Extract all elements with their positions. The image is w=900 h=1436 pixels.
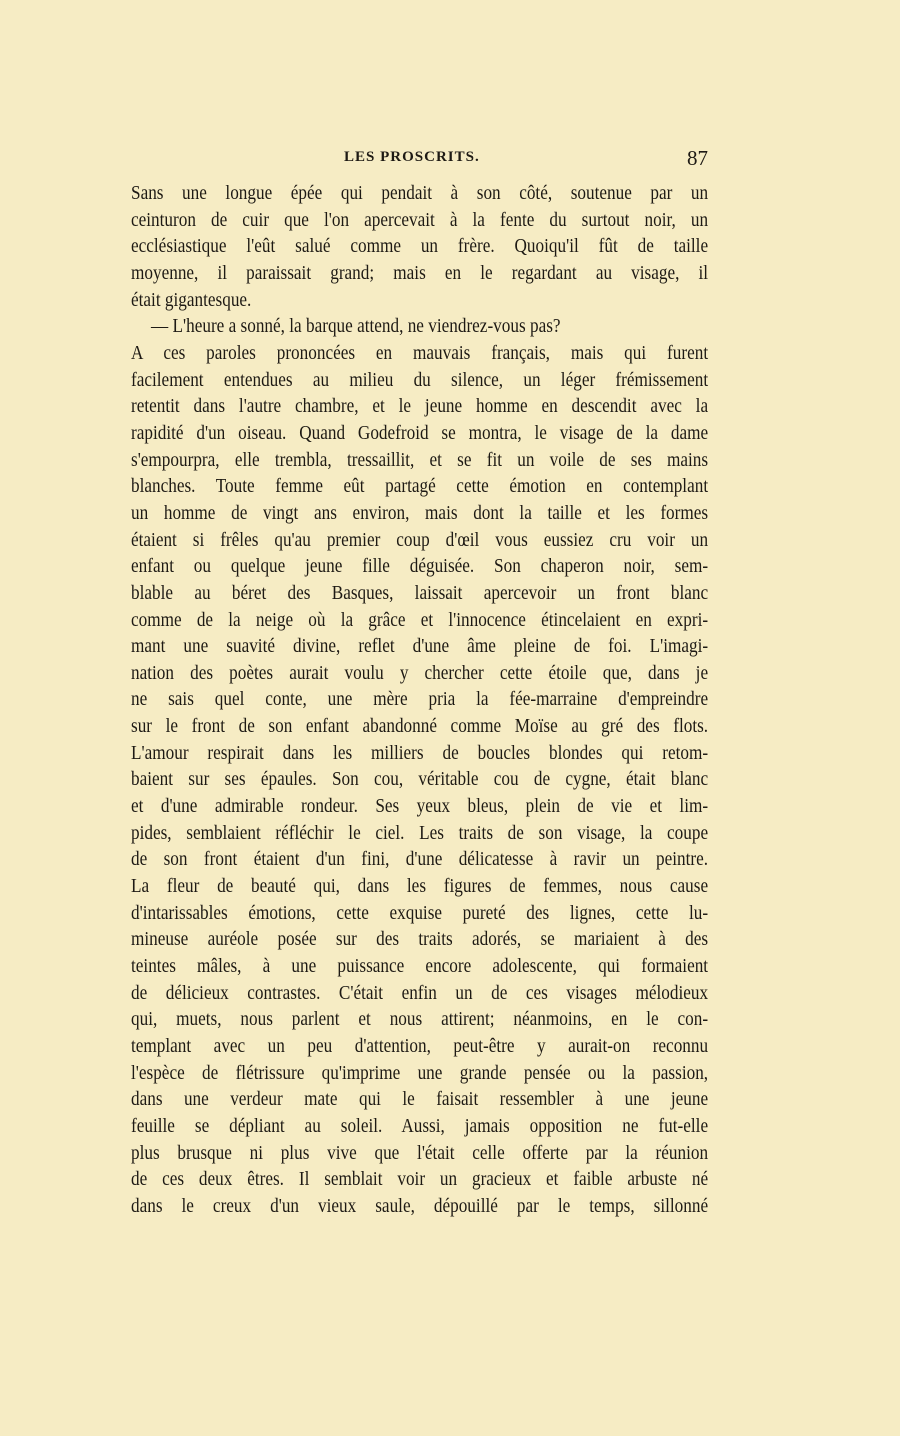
running-header bbox=[131, 146, 708, 172]
text-line bbox=[131, 580, 708, 607]
text-line-content: qui, muets, nous parlent et nous attirent; néanmoins, en le con- bbox=[131, 1008, 709, 1031]
text-line-content: retentit dans l'autre chambre, et le jeune homme en descendit avec la bbox=[131, 395, 709, 418]
text-line-content: — L'heure a sonné, la barque attend, ne viendrez-vous pas? bbox=[151, 315, 561, 338]
text-line-content: baient sur ses épaules. Son cou, véritable cou de cygne, était blanc bbox=[131, 768, 709, 791]
text-line bbox=[131, 1060, 708, 1087]
text-line-content: sur le front de son enfant abandonné comme Moïse au gré des flots. bbox=[131, 715, 709, 738]
text-line bbox=[131, 1033, 708, 1060]
text-line bbox=[131, 313, 708, 340]
text-line bbox=[131, 1006, 708, 1033]
text-line-content: s'empourpra, elle trembla, tressaillit, et se fit un voile de ses mains bbox=[131, 448, 709, 471]
text-line bbox=[131, 287, 708, 314]
text-line-content: moyenne, il paraissait grand; mais en le regardant au visage, il bbox=[131, 261, 709, 284]
text-line bbox=[131, 367, 708, 394]
text-line bbox=[131, 233, 708, 260]
text-line-content: A ces paroles prononcées en mauvais français, mais qui furent bbox=[131, 341, 709, 364]
page-body-text bbox=[131, 180, 708, 1220]
text-line-content: feuille se dépliant au soleil. Aussi, jamais opposition ne fut-elle bbox=[131, 1114, 709, 1137]
text-line-content: templant avec un peu d'attention, peut-être y aurait-on reconnu bbox=[131, 1035, 709, 1057]
text-line-content: L'amour respirait dans les milliers de boucles blondes qui retom- bbox=[131, 741, 709, 764]
text-line bbox=[131, 846, 708, 873]
text-line-content: rapidité d'un oiseau. Quand Godefroid se montra, le visage de la dame bbox=[131, 421, 709, 444]
text-line-content: d'intarissables émotions, cette exquise pureté des lignes, cette lu- bbox=[131, 901, 709, 924]
text-line-content: nation des poètes aurait voulu y chercher cette étoile que, dans je bbox=[131, 661, 709, 684]
text-line bbox=[131, 1193, 708, 1220]
text-line bbox=[131, 660, 708, 687]
text-line bbox=[131, 820, 708, 847]
text-line bbox=[131, 766, 708, 793]
text-line-content: Sans une longue épée qui pendait à son côté, soutenue par un bbox=[131, 182, 709, 204]
text-line-content: dans le creux d'un vieux saule, dépouillé par le temps, sillonné bbox=[131, 1194, 709, 1217]
text-line bbox=[131, 340, 708, 367]
text-line bbox=[131, 633, 708, 660]
text-line-content: un homme de vingt ans environ, mais dont la taille et les formes bbox=[131, 501, 709, 524]
text-line bbox=[131, 900, 708, 927]
text-line-content: La fleur de beauté qui, dans les figures de femmes, nous cause bbox=[131, 875, 709, 898]
text-line bbox=[131, 260, 708, 287]
text-line bbox=[131, 553, 708, 580]
text-line bbox=[131, 393, 708, 420]
text-line-content: de son front étaient d'un fini, d'une délicatesse à ravir un peintre. bbox=[131, 848, 709, 871]
text-line bbox=[131, 180, 708, 207]
text-line-content: ceinturon de cuir que l'on apercevait à la fente du surtout noir, un bbox=[131, 208, 709, 231]
text-line-content: mant une suavité divine, reflet d'une âme pleine de foi. L'imagi- bbox=[131, 635, 709, 658]
text-line bbox=[131, 607, 708, 634]
text-line bbox=[131, 1166, 708, 1193]
text-line-content: ne sais quel conte, une mère pria la fée-marraine d'empreindre bbox=[131, 688, 709, 711]
text-line bbox=[131, 873, 708, 900]
text-line-content: et d'une admirable rondeur. Ses yeux bleus, plein de vie et lim- bbox=[131, 795, 709, 818]
text-line-content: de délicieux contrastes. C'était enfin un de ces visages mélodieux bbox=[131, 981, 709, 1004]
text-line bbox=[131, 447, 708, 474]
text-line bbox=[131, 207, 708, 234]
text-line-content: de ces deux êtres. Il semblait voir un gracieux et faible arbuste né bbox=[131, 1168, 709, 1191]
text-line bbox=[131, 793, 708, 820]
text-line bbox=[131, 420, 708, 447]
text-line-content: pides, semblaient réfléchir le ciel. Les traits de son visage, la coupe bbox=[131, 821, 709, 844]
text-line bbox=[131, 1140, 708, 1167]
text-line bbox=[131, 953, 708, 980]
text-line-content: blable au béret des Basques, laissait apercevoir un front blanc bbox=[131, 581, 709, 604]
text-line-content: teintes mâles, à une puissance encore adolescente, qui formaient bbox=[131, 955, 709, 978]
text-line-content: dans une verdeur mate qui le faisait ressembler à une jeune bbox=[131, 1088, 709, 1111]
text-line bbox=[131, 713, 708, 740]
page-number: 87 bbox=[687, 146, 708, 170]
text-line bbox=[131, 1086, 708, 1113]
text-line-content: enfant ou quelque jeune fille déguisée. Son chaperon noir, sem- bbox=[131, 555, 709, 578]
text-line-content: l'espèce de flétrissure qu'imprime une grande pensée ou la passion, bbox=[131, 1061, 709, 1084]
running-title: LES PROSCRITS. bbox=[344, 149, 480, 165]
text-line bbox=[131, 527, 708, 554]
text-line-content: comme de la neige où la grâce et l'innocence étincelaient en expri- bbox=[131, 608, 709, 631]
text-line-content: blanches. Toute femme eût partagé cette émotion en contemplant bbox=[131, 475, 709, 498]
text-line bbox=[131, 473, 708, 500]
text-line-content: mineuse auréole posée sur des traits adorés, se mariaient à des bbox=[131, 928, 709, 951]
text-line-content: étaient si frêles qu'au premier coup d'œil vous eussiez cru voir un bbox=[131, 528, 709, 551]
text-line bbox=[131, 1113, 708, 1140]
text-line bbox=[131, 686, 708, 713]
text-line bbox=[131, 740, 708, 767]
text-line bbox=[131, 926, 708, 953]
text-line-content: était gigantesque. bbox=[131, 288, 252, 311]
text-line bbox=[131, 980, 708, 1007]
text-line-content: plus brusque ni plus vive que l'était celle offerte par la réunion bbox=[131, 1141, 709, 1164]
text-line-content: ecclésiastique l'eût salué comme un frère. Quoiqu'il fût de taille bbox=[131, 235, 709, 258]
text-line bbox=[131, 500, 708, 527]
text-line-content: facilement entendues au milieu du silence, un léger frémissement bbox=[131, 368, 709, 391]
